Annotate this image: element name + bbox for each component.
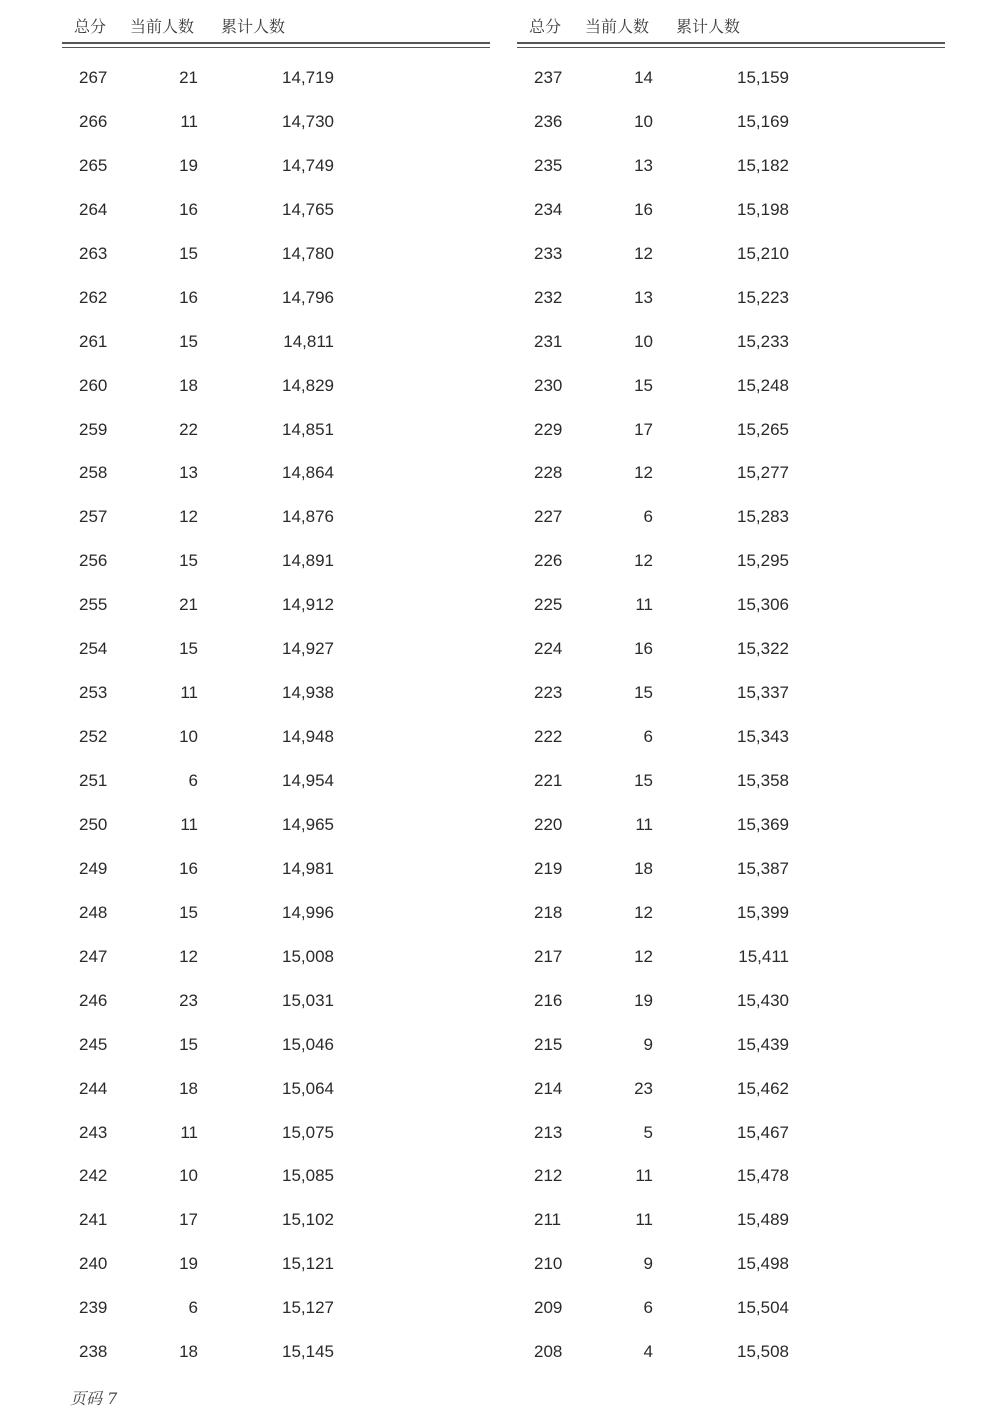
score-cell: 245 [79, 1034, 108, 1054]
cumulative-count-cell: 14,780 [282, 243, 334, 263]
current-count-cell: 13 [179, 463, 198, 483]
header-cumulative-count: 累计人数 [676, 17, 741, 36]
score-cell: 219 [534, 858, 563, 878]
table-row [517, 936, 945, 980]
table-row [517, 1155, 945, 1199]
score-cell: 251 [79, 771, 108, 790]
cumulative-count-cell: 14,996 [282, 902, 334, 922]
score-cell: 238 [79, 1342, 108, 1362]
current-count-cell: 4 [643, 1342, 653, 1362]
current-count-cell: 17 [179, 1210, 198, 1230]
cumulative-count-cell: 15,145 [282, 1342, 334, 1362]
table-row [62, 233, 490, 277]
cumulative-count-cell: 15,322 [737, 639, 789, 659]
cumulative-count-cell: 14,981 [282, 858, 334, 878]
current-count-cell: 6 [643, 507, 653, 527]
table-row [517, 540, 945, 584]
header-current-count: 当前人数 [130, 17, 195, 36]
table-row [517, 277, 945, 321]
score-cell: 224 [534, 639, 563, 659]
current-count-cell: 12 [634, 463, 653, 483]
table-row [62, 1155, 490, 1199]
table-row [62, 584, 490, 628]
table-row [62, 540, 490, 584]
current-count-cell: 22 [179, 419, 198, 439]
cumulative-count-cell: 15,223 [737, 287, 789, 307]
table-row [517, 233, 945, 277]
table-row [517, 452, 945, 496]
table-row [517, 1331, 945, 1375]
current-count-cell: 16 [179, 199, 198, 219]
cumulative-count-cell: 14,912 [282, 595, 334, 615]
score-cell: 218 [534, 902, 563, 922]
score-cell: 252 [79, 727, 108, 747]
score-table-right [517, 0, 945, 1362]
current-count-cell: 18 [634, 858, 653, 878]
score-cell: 214 [534, 1078, 563, 1098]
cumulative-count-cell: 14,876 [282, 507, 334, 527]
cumulative-count-cell: 15,430 [737, 990, 789, 1010]
current-count-cell: 18 [179, 1342, 198, 1362]
cumulative-count-cell: 15,169 [737, 111, 789, 131]
score-cell: 229 [534, 419, 563, 439]
score-cell: 242 [79, 1166, 108, 1186]
score-cell: 248 [79, 902, 108, 922]
cumulative-count-cell: 14,864 [282, 463, 334, 483]
score-cell: 244 [79, 1078, 108, 1098]
score-cell: 227 [534, 507, 563, 527]
table-row [62, 145, 490, 189]
current-count-cell: 23 [634, 1078, 653, 1098]
current-count-cell: 15 [634, 771, 653, 790]
cumulative-count-cell: 15,008 [282, 946, 334, 966]
table-row [517, 409, 945, 453]
score-cell: 267 [79, 68, 108, 87]
score-cell: 216 [534, 990, 563, 1010]
cumulative-count-cell: 14,851 [282, 419, 334, 439]
table-row [517, 321, 945, 365]
current-count-cell: 19 [634, 990, 653, 1010]
current-count-cell: 15 [179, 902, 198, 922]
cumulative-count-cell: 15,387 [737, 858, 789, 878]
table-row [517, 848, 945, 892]
current-count-cell: 5 [643, 1122, 653, 1142]
score-cell: 255 [79, 595, 108, 615]
cumulative-count-cell: 15,306 [737, 595, 789, 615]
table-body [517, 57, 945, 1375]
score-cell: 239 [79, 1298, 108, 1318]
current-count-cell: 16 [179, 858, 198, 878]
cumulative-count-cell: 14,965 [282, 814, 334, 834]
cumulative-count-cell: 14,948 [282, 727, 334, 747]
cumulative-count-cell: 15,075 [282, 1122, 334, 1142]
score-cell: 213 [534, 1122, 563, 1142]
table-row [517, 760, 945, 804]
cumulative-count-cell: 15,248 [737, 375, 789, 395]
current-count-cell: 10 [634, 331, 653, 351]
score-cell: 257 [79, 507, 108, 527]
table-row [62, 321, 490, 365]
score-cell: 261 [79, 331, 108, 351]
current-count-cell: 14 [634, 68, 653, 87]
cumulative-count-cell: 15,210 [737, 243, 789, 263]
score-cell: 231 [534, 331, 563, 351]
score-cell: 249 [79, 858, 108, 878]
score-cell: 265 [79, 155, 108, 175]
table-row [62, 936, 490, 980]
header-total-score: 总分 [74, 17, 107, 36]
score-cell: 234 [534, 199, 563, 219]
score-cell: 221 [534, 771, 563, 790]
score-cell: 247 [79, 946, 108, 966]
table-row [517, 1024, 945, 1068]
current-count-cell: 10 [634, 111, 653, 131]
current-count-cell: 9 [643, 1254, 653, 1274]
cumulative-count-cell: 15,358 [737, 771, 789, 790]
table-row [62, 980, 490, 1024]
table-row [62, 189, 490, 233]
cumulative-count-cell: 14,954 [282, 771, 334, 790]
table-row [517, 365, 945, 409]
score-cell: 232 [534, 287, 563, 307]
cumulative-count-cell: 15,121 [282, 1254, 334, 1274]
table-row [62, 760, 490, 804]
cumulative-count-cell: 15,085 [282, 1166, 334, 1186]
cumulative-count-cell: 15,046 [282, 1034, 334, 1054]
cumulative-count-cell: 15,233 [737, 331, 789, 351]
cumulative-count-cell: 15,159 [737, 68, 789, 87]
cumulative-count-cell: 14,811 [283, 331, 334, 351]
cumulative-count-cell: 15,182 [737, 155, 789, 175]
score-cell: 223 [534, 683, 563, 703]
score-cell: 222 [534, 727, 563, 747]
current-count-cell: 6 [643, 1298, 653, 1318]
table-row [517, 496, 945, 540]
current-count-cell: 11 [180, 683, 198, 703]
current-count-cell: 11 [180, 1122, 198, 1142]
cumulative-count-cell: 15,508 [737, 1342, 789, 1362]
score-cell: 241 [79, 1210, 108, 1230]
current-count-cell: 23 [179, 990, 198, 1010]
current-count-cell: 19 [179, 155, 198, 175]
current-count-cell: 15 [179, 639, 198, 659]
table-row [517, 145, 945, 189]
table-row [62, 1287, 490, 1331]
score-cell: 220 [534, 814, 563, 834]
score-cell: 225 [534, 595, 563, 615]
current-count-cell: 11 [635, 814, 653, 834]
table-row [62, 848, 490, 892]
score-cell: 263 [79, 243, 108, 263]
table-row [62, 892, 490, 936]
score-cell: 210 [534, 1254, 563, 1274]
current-count-cell: 12 [179, 946, 198, 966]
score-cell: 258 [79, 463, 108, 483]
current-count-cell: 15 [179, 1034, 198, 1054]
table-row [62, 1112, 490, 1156]
cumulative-count-cell: 15,467 [737, 1122, 789, 1142]
current-count-cell: 11 [635, 1210, 653, 1230]
score-cell: 208 [534, 1342, 563, 1362]
score-cell: 215 [534, 1034, 563, 1054]
cumulative-count-cell: 15,198 [737, 199, 789, 219]
score-cell: 262 [79, 287, 108, 307]
current-count-cell: 9 [643, 1034, 653, 1054]
score-cell: 230 [534, 375, 563, 395]
current-count-cell: 16 [179, 287, 198, 307]
table-row [62, 1243, 490, 1287]
score-cell: 235 [534, 155, 563, 175]
current-count-cell: 10 [179, 727, 198, 747]
current-count-cell: 6 [188, 1298, 198, 1318]
table-row [62, 1331, 490, 1375]
table-body [62, 57, 490, 1375]
table-row [517, 804, 945, 848]
table-row [517, 628, 945, 672]
score-cell: 264 [79, 199, 108, 219]
score-cell: 240 [79, 1254, 108, 1274]
current-count-cell: 15 [179, 331, 198, 351]
current-count-cell: 15 [179, 551, 198, 571]
header-double-rule [62, 42, 490, 48]
cumulative-count-cell: 15,283 [737, 507, 789, 527]
table-row [62, 452, 490, 496]
cumulative-count-cell: 15,277 [737, 463, 789, 483]
current-count-cell: 12 [634, 902, 653, 922]
header-cumulative-count: 累计人数 [221, 17, 286, 36]
current-count-cell: 12 [179, 507, 198, 527]
score-cell: 260 [79, 375, 108, 395]
score-cell: 217 [534, 946, 563, 966]
cumulative-count-cell: 14,796 [282, 287, 334, 307]
cumulative-count-cell: 15,102 [282, 1210, 334, 1230]
cumulative-count-cell: 14,927 [282, 639, 334, 659]
table-row [62, 716, 490, 760]
page-number: 页码 7 [70, 1389, 118, 1408]
table-row [517, 980, 945, 1024]
cumulative-count-cell: 14,938 [282, 683, 334, 703]
current-count-cell: 15 [634, 375, 653, 395]
current-count-cell: 11 [180, 814, 198, 834]
table-row [517, 1199, 945, 1243]
score-table-left [62, 0, 490, 1362]
cumulative-count-cell: 15,399 [737, 902, 789, 922]
score-cell: 256 [79, 551, 108, 571]
cumulative-count-cell: 14,765 [282, 199, 334, 219]
table-row [517, 1243, 945, 1287]
current-count-cell: 6 [643, 727, 653, 747]
cumulative-count-cell: 15,295 [737, 551, 789, 571]
table-row [517, 672, 945, 716]
score-cell: 250 [79, 814, 108, 834]
cumulative-count-cell: 14,829 [282, 375, 334, 395]
current-count-cell: 17 [634, 419, 653, 439]
cumulative-count-cell: 14,719 [282, 68, 334, 87]
cumulative-count-cell: 15,462 [737, 1078, 789, 1098]
cumulative-count-cell: 15,411 [738, 946, 789, 966]
table-row [517, 1068, 945, 1112]
current-count-cell: 11 [180, 111, 198, 131]
table-row [62, 804, 490, 848]
score-cell: 236 [534, 111, 563, 131]
cumulative-count-cell: 15,439 [737, 1034, 789, 1054]
table-header [517, 0, 945, 44]
score-cell: 228 [534, 463, 563, 483]
current-count-cell: 12 [634, 243, 653, 263]
table-row [62, 496, 490, 540]
current-count-cell: 11 [635, 1166, 653, 1186]
table-row [517, 1112, 945, 1156]
cumulative-count-cell: 15,489 [737, 1210, 789, 1230]
table-row [62, 628, 490, 672]
cumulative-count-cell: 15,343 [737, 727, 789, 747]
current-count-cell: 12 [634, 946, 653, 966]
current-count-cell: 12 [634, 551, 653, 571]
table-row [517, 57, 945, 101]
table-row [517, 716, 945, 760]
score-cell: 226 [534, 551, 563, 571]
header-double-rule [517, 42, 945, 48]
table-row [517, 584, 945, 628]
current-count-cell: 15 [634, 683, 653, 703]
score-cell: 246 [79, 990, 108, 1010]
table-row [62, 57, 490, 101]
score-cell: 237 [534, 68, 563, 87]
cumulative-count-cell: 15,504 [737, 1298, 789, 1318]
table-row [517, 892, 945, 936]
cumulative-count-cell: 14,730 [282, 111, 334, 131]
cumulative-count-cell: 14,891 [282, 551, 334, 571]
current-count-cell: 15 [179, 243, 198, 263]
table-row [62, 672, 490, 716]
current-count-cell: 16 [634, 199, 653, 219]
cumulative-count-cell: 15,478 [737, 1166, 789, 1186]
table-row [62, 1199, 490, 1243]
cumulative-count-cell: 15,337 [737, 683, 789, 703]
cumulative-count-cell: 15,127 [282, 1298, 334, 1318]
current-count-cell: 16 [634, 639, 653, 659]
table-row [62, 1068, 490, 1112]
cumulative-count-cell: 15,265 [737, 419, 789, 439]
score-cell: 253 [79, 683, 108, 703]
cumulative-count-cell: 15,498 [737, 1254, 789, 1274]
cumulative-count-cell: 15,064 [282, 1078, 334, 1098]
score-cell: 211 [534, 1210, 562, 1230]
current-count-cell: 10 [179, 1166, 198, 1186]
score-cell: 209 [534, 1298, 563, 1318]
cumulative-count-cell: 15,031 [282, 990, 334, 1010]
score-cell: 259 [79, 419, 108, 439]
current-count-cell: 21 [179, 68, 198, 87]
score-cell: 266 [79, 111, 108, 131]
score-cell: 243 [79, 1122, 108, 1142]
current-count-cell: 18 [179, 375, 198, 395]
table-row [517, 1287, 945, 1331]
table-row [62, 101, 490, 145]
table-row [62, 1024, 490, 1068]
cumulative-count-cell: 14,749 [282, 155, 334, 175]
score-cell: 254 [79, 639, 108, 659]
current-count-cell: 21 [179, 595, 198, 615]
table-row [62, 365, 490, 409]
table-row [517, 101, 945, 145]
header-total-score: 总分 [529, 17, 562, 36]
current-count-cell: 11 [635, 595, 653, 615]
header-current-count: 当前人数 [585, 17, 650, 36]
current-count-cell: 13 [634, 287, 653, 307]
table-header [62, 0, 490, 44]
current-count-cell: 13 [634, 155, 653, 175]
cumulative-count-cell: 15,369 [737, 814, 789, 834]
table-row [62, 409, 490, 453]
score-cell: 233 [534, 243, 563, 263]
table-row [62, 277, 490, 321]
current-count-cell: 18 [179, 1078, 198, 1098]
table-row [517, 189, 945, 233]
score-cell: 212 [534, 1166, 563, 1186]
current-count-cell: 19 [179, 1254, 198, 1274]
current-count-cell: 6 [188, 771, 198, 790]
